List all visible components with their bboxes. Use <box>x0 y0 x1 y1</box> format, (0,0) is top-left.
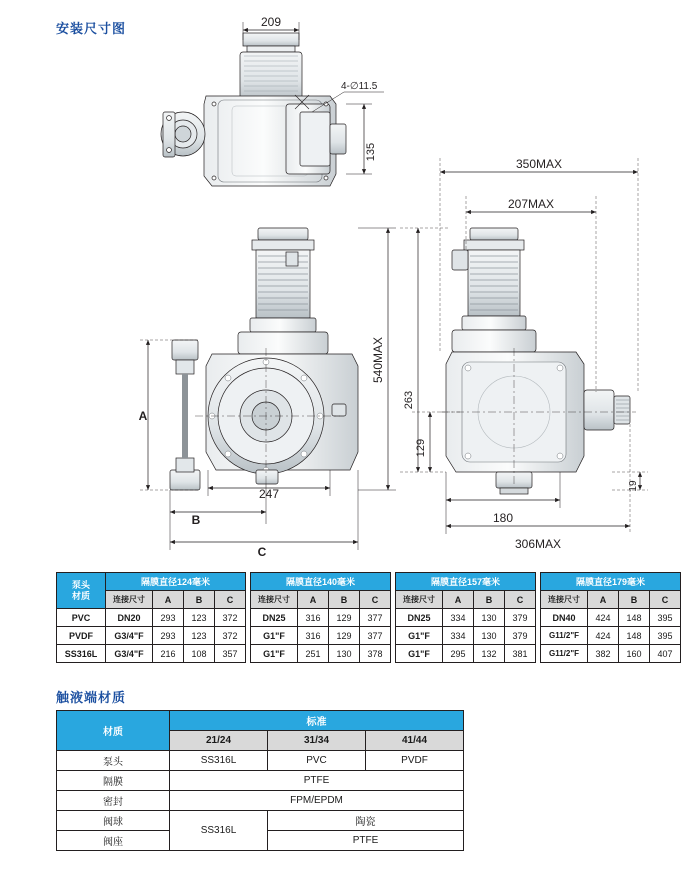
dim-label-a: A <box>138 409 148 423</box>
table-row <box>541 627 681 645</box>
table-row <box>251 609 391 627</box>
mat-subheader-2124: 21/24 <box>170 731 268 751</box>
dim-label-hole: 4-∅11.5 <box>341 81 378 92</box>
cell-conn: DN40 <box>541 609 588 627</box>
dim-group-header-140: 隔膜直径140毫米 <box>251 573 391 591</box>
cell-conn: G1"F <box>396 645 443 663</box>
dim-label-263: 263 <box>403 390 415 410</box>
dim-label-b: B <box>191 513 201 527</box>
cell-conn: DN20 <box>106 609 153 627</box>
corner-line1: 泵头 <box>71 579 90 590</box>
dimension-table-157 <box>395 572 536 663</box>
dim-group-header-179: 隔膜直径179毫米 <box>541 573 681 591</box>
dim-label-540max: 540MAX <box>371 336 385 384</box>
section-title-materials: 触液端材质 <box>56 690 127 705</box>
cell-a: 251 <box>298 645 329 663</box>
cell-b: 130 <box>474 609 505 627</box>
table-row <box>57 771 464 791</box>
cell-a: 295 <box>443 645 474 663</box>
dim-sub-b: B <box>619 591 650 609</box>
cell-c: 378 <box>360 645 391 663</box>
dim-sub-a: A <box>588 591 619 609</box>
table-row <box>396 645 536 663</box>
cell-a: 293 <box>153 609 184 627</box>
section-title-dimension: 安装尺寸图 <box>56 21 127 36</box>
cell-c: 377 <box>360 609 391 627</box>
table-row <box>57 609 246 627</box>
table-row <box>541 645 681 663</box>
wetted-material-table <box>56 710 464 851</box>
dim-sub-conn: 连接尺寸 <box>396 591 443 609</box>
dim-label-350max: 350MAX <box>515 157 563 171</box>
corner-line2: 材质 <box>71 590 90 601</box>
dim-label-19: 19 <box>628 480 639 492</box>
cell-a: 334 <box>443 609 474 627</box>
cell-a: 216 <box>153 645 184 663</box>
dim-sub-c: C <box>360 591 391 609</box>
cell-conn: G3/4"F <box>106 627 153 645</box>
cell-c: 379 <box>505 609 536 627</box>
mat-row-label-valveseat: 阀座 <box>57 831 170 851</box>
table-row <box>57 751 464 771</box>
dim-sub-a: A <box>153 591 184 609</box>
dim-sub-c: C <box>650 591 681 609</box>
table-row <box>251 627 391 645</box>
mat-subheader-3134: 31/34 <box>268 731 366 751</box>
mat-cell: PVC <box>268 751 366 771</box>
cell-c: 395 <box>650 627 681 645</box>
dim-group-header-157: 隔膜直径157毫米 <box>396 573 536 591</box>
table-row <box>57 791 464 811</box>
dim-label-129: 129 <box>415 438 427 458</box>
cell-c: 395 <box>650 609 681 627</box>
dim-label-c: C <box>257 545 267 559</box>
cell-conn: G1"F <box>396 627 443 645</box>
dim-label-180: 180 <box>492 511 514 525</box>
table-row <box>541 609 681 627</box>
mat-cell: PVDF <box>366 751 464 771</box>
row-material-pvdf: PVDF <box>57 627 106 645</box>
mat-row-label-diaphragm: 隔膜 <box>57 771 170 791</box>
cell-c: 372 <box>215 609 246 627</box>
dimension-tables <box>56 572 681 663</box>
mat-cell: SS316L <box>170 751 268 771</box>
mat-cell-span: FPM/EPDM <box>170 791 464 811</box>
dim-sub-c: C <box>215 591 246 609</box>
dim-sub-b: B <box>329 591 360 609</box>
cell-a: 334 <box>443 627 474 645</box>
table-row <box>396 627 536 645</box>
dim-label-135: 135 <box>365 142 377 162</box>
cell-a: 316 <box>298 627 329 645</box>
mat-row-label-pumphead: 泵头 <box>57 751 170 771</box>
row-material-pvc: PVC <box>57 609 106 627</box>
cell-c: 379 <box>505 627 536 645</box>
dim-corner-header <box>57 573 106 609</box>
mat-subheader-4144: 41/44 <box>366 731 464 751</box>
dim-label-207max: 207MAX <box>507 197 555 211</box>
dimension-table-140 <box>250 572 391 663</box>
cell-conn: DN25 <box>396 609 443 627</box>
dim-label-306max: 306MAX <box>514 537 562 551</box>
mat-cell-span: PTFE <box>170 771 464 791</box>
table-row <box>57 627 246 645</box>
cell-b: 130 <box>474 627 505 645</box>
cell-a: 316 <box>298 609 329 627</box>
cell-b: 123 <box>184 627 215 645</box>
mat-header-material: 材质 <box>57 711 170 751</box>
row-material-ss316l: SS316L <box>57 645 106 663</box>
cell-a: 293 <box>153 627 184 645</box>
table-row <box>251 645 391 663</box>
dim-sub-b: B <box>474 591 505 609</box>
dim-sub-conn: 连接尺寸 <box>541 591 588 609</box>
cell-a: 424 <box>588 627 619 645</box>
cell-conn: G11/2"F <box>541 645 588 663</box>
cell-a: 424 <box>588 609 619 627</box>
dim-sub-c: C <box>505 591 536 609</box>
dimension-table-124 <box>56 572 246 663</box>
cell-conn: DN25 <box>251 609 298 627</box>
cell-b: 148 <box>619 627 650 645</box>
mat-row-label-valveball: 阀球 <box>57 811 170 831</box>
mat-cell-ptfe: PTFE <box>268 831 464 851</box>
cell-c: 381 <box>505 645 536 663</box>
cell-c: 377 <box>360 627 391 645</box>
cell-conn: G3/4"F <box>106 645 153 663</box>
dim-label-247: 247 <box>258 487 280 501</box>
mat-cell-ceramic: 陶瓷 <box>268 811 464 831</box>
cell-conn: G1"F <box>251 645 298 663</box>
cell-c: 372 <box>215 627 246 645</box>
cell-b: 130 <box>329 645 360 663</box>
cell-b: 108 <box>184 645 215 663</box>
mat-cell-ss316l: SS316L <box>170 811 268 851</box>
cell-b: 129 <box>329 609 360 627</box>
cell-c: 407 <box>650 645 681 663</box>
cell-b: 129 <box>329 627 360 645</box>
mat-header-standard: 标准 <box>170 711 464 731</box>
dimension-table-179 <box>540 572 681 663</box>
dim-sub-a: A <box>298 591 329 609</box>
cell-a: 382 <box>588 645 619 663</box>
table-row <box>396 609 536 627</box>
table-row <box>57 645 246 663</box>
cell-b: 132 <box>474 645 505 663</box>
cell-b: 123 <box>184 609 215 627</box>
cell-b: 148 <box>619 609 650 627</box>
cell-conn: G1"F <box>251 627 298 645</box>
table-row <box>57 811 464 831</box>
cell-c: 357 <box>215 645 246 663</box>
dim-sub-b: B <box>184 591 215 609</box>
dim-sub-conn: 连接尺寸 <box>251 591 298 609</box>
dim-sub-conn: 连接尺寸 <box>106 591 153 609</box>
dim-label-209: 209 <box>260 15 282 29</box>
cell-conn: G11/2"F <box>541 627 588 645</box>
cell-b: 160 <box>619 645 650 663</box>
dim-group-header-124: 隔膜直径124毫米 <box>106 573 246 591</box>
dim-sub-a: A <box>443 591 474 609</box>
mat-row-label-seal: 密封 <box>57 791 170 811</box>
